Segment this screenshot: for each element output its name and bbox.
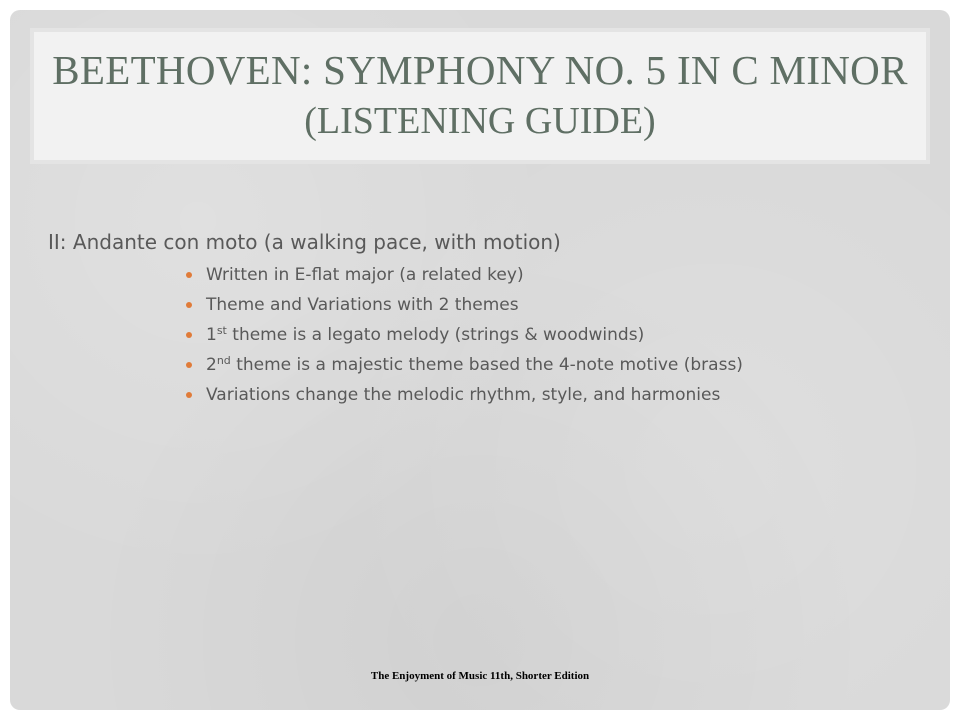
bullet-text: Variations change the melodic rhythm, style, and harmonies	[206, 385, 721, 405]
bullet-text: theme is a majestic theme based the 4-note motive (brass)	[230, 355, 743, 375]
bullet-item	[186, 290, 928, 320]
section-heading: II: Andante con moto (a walking pace, with motion)	[48, 230, 561, 254]
bullet-text: Written in E-flat major (a related key)	[206, 265, 524, 285]
slide-subtitle: (LISTENING GUIDE)	[304, 100, 656, 142]
ordinal-suffix: nd	[216, 354, 231, 367]
bullet-text: Theme and Variations with 2 themes	[206, 295, 519, 315]
ordinal-number: 1	[206, 325, 217, 345]
ordinal-number: 2	[206, 355, 217, 375]
bullet-item	[186, 380, 928, 410]
bullet-dot-icon	[186, 332, 192, 338]
footer-citation: The Enjoyment of Music 11th, Shorter Edition	[370, 670, 590, 682]
bullet-text: theme is a legato melody (strings & woodwinds)	[226, 325, 645, 345]
bullet-dot-icon	[186, 302, 192, 308]
bullet-dot-icon	[186, 362, 192, 368]
title-box	[30, 28, 930, 164]
bullet-list	[48, 260, 928, 410]
bullet-item	[186, 320, 928, 350]
bullet-dot-icon	[186, 392, 192, 398]
bullet-dot-icon	[186, 272, 192, 278]
ordinal-suffix: st	[216, 324, 227, 337]
slide-title: BEETHOVEN: SYMPHONY NO. 5 IN C MINOR	[52, 47, 908, 93]
content-area	[48, 228, 928, 410]
bullet-item	[186, 260, 928, 290]
bullet-item	[186, 350, 928, 380]
slide	[10, 10, 950, 710]
